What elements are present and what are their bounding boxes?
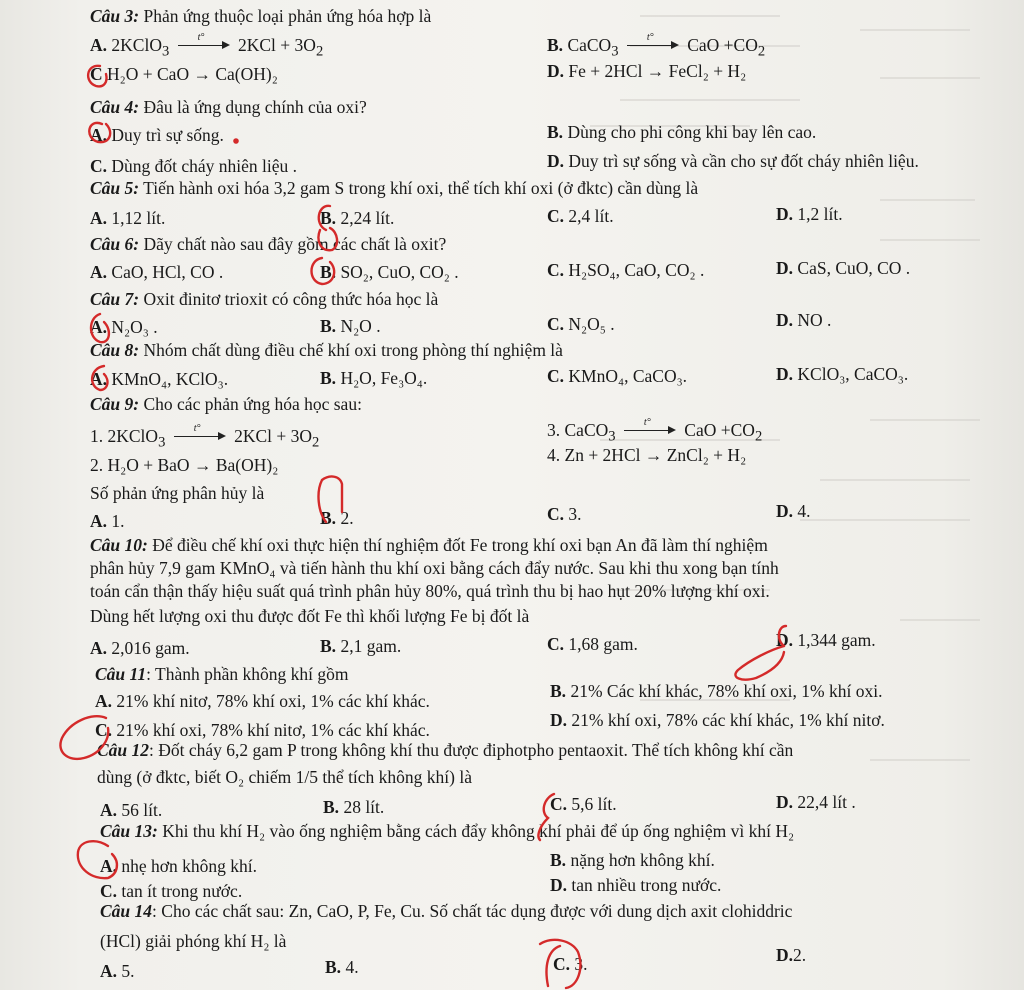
q9-prompt: Số phản ứng phân hủy là xyxy=(90,483,265,503)
q7-option-b: B. N₂O . xyxy=(320,316,381,336)
q14-option-c: C. 3. xyxy=(553,954,588,974)
mark-q4-dot xyxy=(234,139,237,142)
question-7: Câu 7: Oxit đinitơ trioxit có công thức hóa học là xyxy=(90,289,439,309)
q9-option-d: D. 4. xyxy=(776,501,811,521)
q11-option-a: A. 21% khí nitơ, 78% khí oxi, 1% các khí khác. xyxy=(95,691,430,711)
q14-option-b: B. 4. xyxy=(325,957,359,977)
question-13: Câu 13: Khi thu khí H₂ vào ống nghiệm bằng cách đẩy không khí phải để úp ống nghiệm vì khí H₂ xyxy=(100,821,795,841)
q9-option-a: A. 1. xyxy=(90,511,125,531)
q10-option-c: C. 1,68 gam. xyxy=(547,634,638,654)
q9-reaction-3: 3. CaCO$_3$ t° CaO $+CO_2$ xyxy=(547,417,763,445)
q4-option-b: B. Dùng cho phi công khi bay lên cao. xyxy=(547,122,817,142)
q7-option-c: C. N₂O₅ . xyxy=(547,314,615,334)
question-10: Câu 10: Để điều chế khí oxi thực hiện thí nghiệm đốt Fe trong khí oxi bạn An đã làm thí nghiệm xyxy=(90,535,768,555)
q11-option-b: B. 21% Các khí khác, 78% khí oxi, 1% khí oxi. xyxy=(550,681,883,701)
q10-option-d: D. 1,344 gam. xyxy=(776,630,876,650)
heat-arrow-icon: t° xyxy=(627,37,679,51)
question-14: Câu 14: Cho các chất sau: Zn, CaO, P, Fe, Cu. Số chất tác dụng được với dung dịch axit clohiddric xyxy=(100,901,793,921)
heat-arrow-icon: t° xyxy=(624,422,676,436)
q8-option-a: A. KMnO₄, KClO₃. xyxy=(90,369,229,389)
q9-option-b: B. 2. xyxy=(320,508,354,528)
heat-arrow-icon: t° xyxy=(178,37,230,51)
q8-option-c: C. KMnO₄, CaCO₃. xyxy=(547,366,688,386)
question-4: Câu 4: Đâu là ứng dụng chính của oxi? xyxy=(90,97,367,117)
q3-option-d: D. Fe + 2HCl → FeCl₂ + H₂ xyxy=(547,61,747,81)
question-10-line-3: toán cẩn thận thấy hiệu suất quá trình phân hủy 80%, quá trình thu bị hao hụt 20% lượng khí oxi. xyxy=(90,581,770,601)
question-6: Câu 6: Dãy chất nào sau đây gồm các chất là oxit? xyxy=(90,234,447,254)
q13-option-c: C. tan ít trong nước. xyxy=(100,881,243,901)
q5-option-d: D. 1,2 lít. xyxy=(776,204,843,224)
q6-option-d: D. CaS, CuO, CO . xyxy=(776,258,911,278)
q12-option-d: D. 22,4 lít . xyxy=(776,792,856,812)
q14-option-d: D.2. xyxy=(776,945,807,965)
q10-option-b: B. 2,1 gam. xyxy=(320,636,402,656)
question-14-line-2: (HCl) giải phóng khí H₂ là xyxy=(100,931,287,951)
q3-option-b: B. CaCO$_3$ t° CaO $+CO_2$ xyxy=(547,32,766,60)
q11-option-d: D. 21% khí oxi, 78% các khí khác, 1% khí nitơ. xyxy=(550,710,885,730)
q6-option-c: C. H₂SO₄, CaO, CO₂ . xyxy=(547,260,705,280)
q14-option-a: A. 5. xyxy=(100,961,135,981)
q4-option-c: C. Dùng đốt cháy nhiên liệu . xyxy=(90,156,298,176)
q8-option-d: D. KClO₃, CaCO₃. xyxy=(776,364,909,384)
q4-option-a: A. Duy trì sự sống. xyxy=(90,125,224,145)
q10-option-a: A. 2,016 gam. xyxy=(90,638,190,658)
q13-option-d: D. tan nhiều trong nước. xyxy=(550,875,722,895)
question-9: Câu 9: Cho các phản ứng hóa học sau: xyxy=(90,394,362,414)
q3-option-c: C H₂O + CaO → Ca(OH)₂ xyxy=(90,64,278,84)
q9-reaction-1: 1. 2KClO$_3$ t° $2KCl + 3O_2$ xyxy=(90,423,320,451)
q5-option-b: B. 2,24 lít. xyxy=(320,208,395,228)
q5-option-c: C. 2,4 lít. xyxy=(547,206,614,226)
q12-option-a: A. 56 lít. xyxy=(100,800,163,820)
q12-option-c: C. 5,6 lít. xyxy=(550,794,617,814)
q8-option-b: B. H₂O, Fe₃O₄. xyxy=(320,368,428,388)
q13-option-b: B. nặng hơn không khí. xyxy=(550,850,715,870)
question-8: Câu 8: Nhóm chất dùng điều chế khí oxi trong phòng thí nghiệm là xyxy=(90,340,563,360)
q7-option-d: D. NO . xyxy=(776,310,832,330)
question-10-line-4: Dùng hết lượng oxi thu được đốt Fe thì khối lượng Fe bị đốt là xyxy=(90,606,530,626)
q6-option-b: B. SO₂, CuO, CO₂ . xyxy=(320,262,459,282)
q7-option-a: A. N₂O₃ . xyxy=(90,317,158,337)
question-11: Câu 11: Thành phần không khí gồm xyxy=(95,664,349,684)
heat-arrow-icon: t° xyxy=(174,428,226,442)
question-5: Câu 5: Tiến hành oxi hóa 3,2 gam S trong khí oxi, thể tích khí oxi (ở đktc) cần dùng là xyxy=(90,178,699,198)
q12-option-b: B. 28 lít. xyxy=(323,797,385,817)
question-12-line-2: dùng (ở đktc, biết O₂ chiếm 1/5 thể tích không khí) là xyxy=(97,767,473,787)
question-12: Câu 12: Đốt cháy 6,2 gam P trong không khí thu được điphotpho pentaoxit. Thể tích không khí cần xyxy=(97,740,794,760)
q9-option-c: C. 3. xyxy=(547,504,582,524)
q5-option-a: A. 1,12 lít. xyxy=(90,208,166,228)
q6-option-a: A. CaO, HCl, CO . xyxy=(90,262,224,282)
q11-option-c: C. 21% khí oxi, 78% khí nitơ, 1% các khí khác. xyxy=(95,720,430,740)
q9-reaction-4: 4. Zn + 2HCl → ZnCl₂ + H₂ xyxy=(547,445,747,465)
q4-option-d: D. Duy trì sự sống và cần cho sự đốt cháy nhiên liệu. xyxy=(547,151,919,171)
question-3: Câu 3: Phản ứng thuộc loại phản ứng hóa hợp là xyxy=(90,6,432,26)
q9-reaction-2: 2. H₂O + BaO → Ba(OH)₂ xyxy=(90,455,279,475)
question-10-line-2: phân hủy 7,9 gam KMnO₄ và tiến hành thu khí oxi bằng cách đẩy nước. Sau khi thu xong bạn tính xyxy=(90,558,779,578)
q3-option-a: A. 2KClO$_3$ t° $2KCl + 3O_2$ xyxy=(90,32,324,60)
q13-option-a: A. nhẹ hơn không khí. xyxy=(100,856,258,876)
